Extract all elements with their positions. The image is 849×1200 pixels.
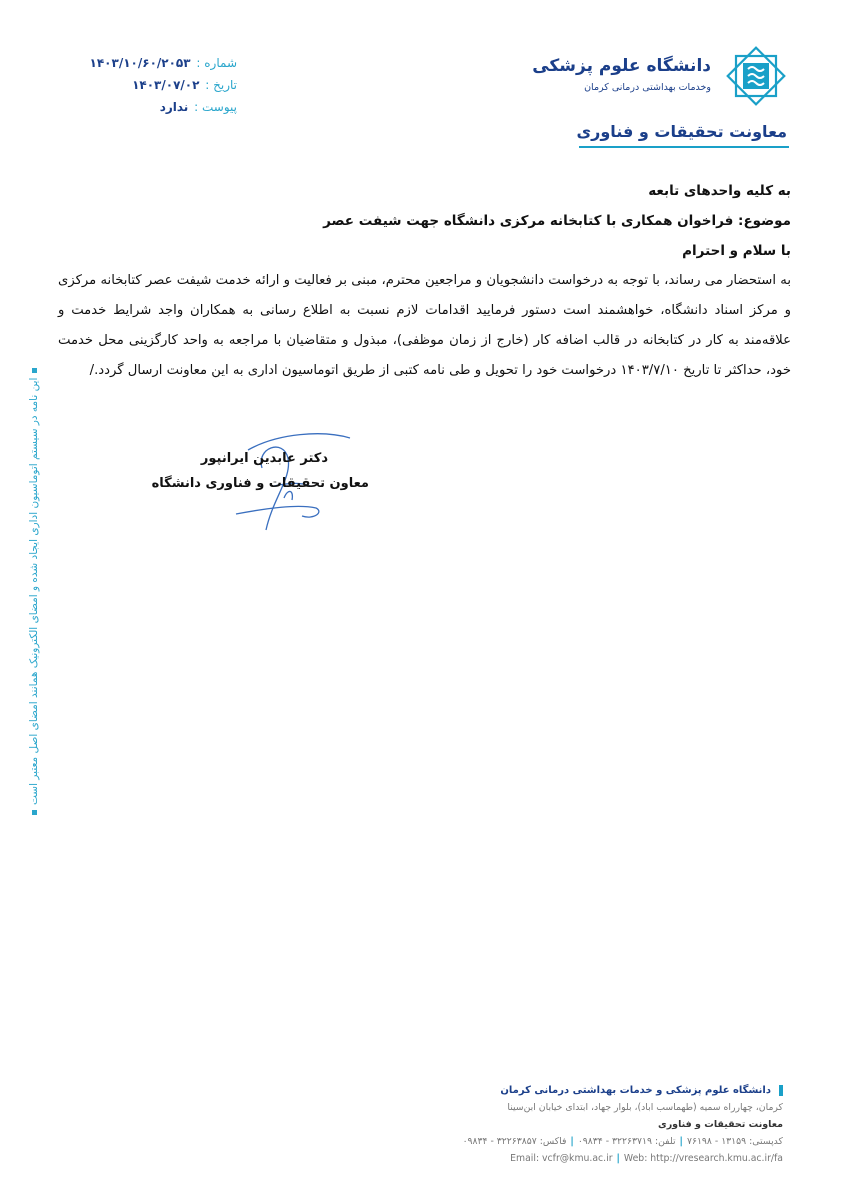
vice-chancellery-title: معاونت تحقیقات و فناوری [576, 122, 787, 141]
letter-attachment-value: ندارد [159, 100, 189, 114]
footer-separator: | [570, 1136, 574, 1147]
subject-line: موضوع: فراخوان همکاری با کتابخانه مرکزی دانشگاه جهت شیفت عصر [323, 213, 791, 229]
footer-postal: کدپستی: ۱۳۱۵۹ - ۷۶۱۹۸ [686, 1136, 783, 1147]
letter-number-label: شماره : [196, 56, 237, 70]
letter-date-value: ۱۴۰۳/۰۷/۰۲ [132, 78, 200, 92]
footer-website[interactable]: Web: http://vresearch.kmu.ac.ir/fa [623, 1153, 783, 1164]
side-verification-note [28, 363, 40, 820]
footer-phone: تلفن: ۳۲۲۶۳۷۱۹ - ۰۹۸۳۴ [577, 1136, 676, 1147]
letter-number-row [89, 56, 237, 78]
footer-fax: فاکس: ۳۲۲۶۳۸۵۷ - ۰۹۸۳۴ [462, 1136, 567, 1147]
university-subtitle: وخدمات بهداشتی درمانی کرمان [584, 82, 711, 93]
university-emblem-icon [723, 43, 789, 109]
greeting-line: با سلام و احترام [682, 243, 791, 259]
footer-university: دانشگاه علوم پزشکی و خدمات بهداشتی درمانی کرمان [500, 1085, 783, 1096]
signature-block [151, 428, 373, 538]
letter-body [58, 176, 791, 399]
signatory-name: دکتر عابدین ایرانپور [200, 451, 328, 466]
footer-separator: | [616, 1153, 620, 1164]
letter-footer [363, 1082, 783, 1167]
footer-address: کرمان، چهارراه سمیه (طهماسب اباد)، بلوار جهاد، ابتدای خیابان ابن‌سینا [507, 1102, 783, 1113]
footer-separator: | [679, 1136, 683, 1147]
title-underline [579, 146, 789, 148]
side-note-text: این نامه در سیستم اتوماسیون اداری ایجاد شده و امضای الکترونیک همانند امضای اصل معتبر است [28, 377, 40, 805]
university-logo-block [532, 40, 789, 150]
letter-attachment-label: پیوست : [194, 100, 237, 114]
footer-department: معاونت تحقیقات و فناوری [658, 1119, 783, 1130]
letter-attachment-row [92, 100, 237, 122]
footer-contacts [363, 1133, 783, 1150]
side-note-dot-start [32, 368, 37, 373]
letter-date-label: تاریخ : [205, 78, 237, 92]
main-paragraph: به استحضار می رساند، با توجه به درخواست دانشجویان و مراجعین محترم، مبنی بر فعالیت و ارائه خدمت شیفت عصر کتابخانه مرکزی و مرکز اسناد دانشگاه، خواهشمند است دستور فرمایید اقدامات لازم نسبت به اطلاع رسانی به همکاران واجد شرایط خدمت و علاقه‌مند به کار در کتابخانه در قالب اضافه کار (خارج از زمان موظفی)، مبذول و متقاضیان با مراجعه به واحد کارگزینی محل خدمت خود، حداکثر تا تاریخ ۱۴۰۳/۷/۱۰ درخواست خود را تحویل و طی نامه کتبی از طریق اتوماسیون اداری به این معاونت ارسال گردد./ [58, 273, 791, 378]
letter-number-value: ۱۴۰۳/۱۰/۶۰/۲۰۵۳ [89, 56, 191, 70]
letter-meta [89, 56, 237, 122]
footer-web-row [363, 1150, 783, 1167]
footer-email[interactable]: Email: vcfr@kmu.ac.ir [510, 1153, 613, 1164]
university-name: دانشگاه علوم پزشکی [532, 56, 711, 76]
letter-date-row [92, 78, 237, 100]
recipient-line: به کلیه واحدهای تابعه [648, 183, 791, 199]
side-note-dot-end [32, 810, 37, 815]
signatory-title: معاون تحقیقات و فناوری دانشگاه [151, 476, 369, 491]
